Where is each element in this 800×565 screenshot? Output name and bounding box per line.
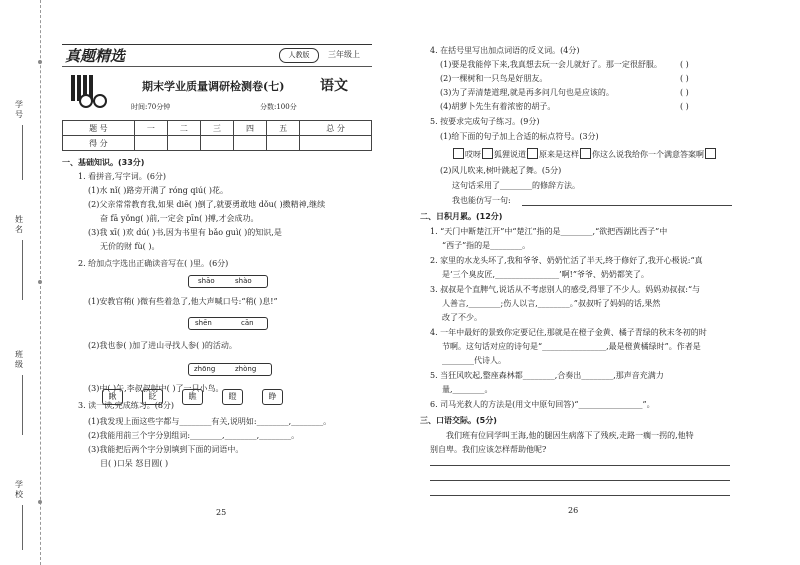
answer-line[interactable]: [430, 495, 730, 496]
recall-4c: ________代诗人。: [442, 356, 506, 365]
question-1-1: (1)水 nǐ( )路旁开满了 róng qiú( )花。: [88, 186, 228, 195]
question-5: 5. 按要求完成句子练习。(9分): [430, 117, 540, 126]
char-box: 瞅: [102, 389, 123, 405]
binding-blank: [22, 505, 23, 550]
punctuation-box[interactable]: [527, 148, 538, 159]
answer-paren[interactable]: ( ): [680, 88, 689, 97]
page-number: 26: [568, 506, 579, 515]
recall-6: 6. 司马光救人的方法是(用文中原句回答)“________________”。: [430, 400, 655, 409]
question-3: 3. 读一读,完成练习。(8分): [78, 401, 175, 410]
score-cell[interactable]: [134, 136, 167, 151]
punctuation-box[interactable]: [580, 148, 591, 159]
punctuation-box[interactable]: [482, 148, 493, 159]
score-cell[interactable]: [300, 136, 372, 151]
question-4: 4. 在括号里写出加点词语的反义词。(4分): [430, 46, 580, 55]
exam-time: 时间:70分钟: [131, 103, 171, 111]
recall-1a: 1. “天门中断楚江开”中“楚江”指的是________,“欲把西湖比西子”中: [430, 227, 668, 236]
question-3-2: (2)我能用前三个字分别组词:________,________,________。: [88, 431, 300, 440]
question-5-2b: 我也能仿写一句:: [452, 196, 511, 205]
binding-label-class: 班级: [15, 350, 23, 369]
pinyin-option: shào: [235, 277, 252, 285]
section-1-title: 一、基础知识。(33分): [62, 158, 145, 167]
pinyin-box: [188, 363, 272, 376]
question-1-2a: (2)父亲常常教育我,如果 diē( )倒了,就要勇敢地 dǒu( )擞精神,继续: [88, 200, 326, 209]
section-2-title: 二、日积月累。(12分): [420, 212, 503, 221]
score-cell[interactable]: [167, 136, 200, 151]
pinyin-option: shēn: [195, 319, 212, 327]
question-3-3: (3)我能把后两个字分别填到下面的词语中。: [88, 445, 244, 454]
answer-line[interactable]: [430, 465, 730, 466]
question-2-2: (2)我也参( )加了进山寻找人参( )的活动。: [88, 341, 237, 350]
table-cell: 题 号: [63, 121, 135, 136]
book-glasses-icon: [70, 74, 108, 108]
score-cell[interactable]: [200, 136, 233, 151]
score-cell[interactable]: [267, 136, 300, 151]
punctuation-box[interactable]: [453, 148, 464, 159]
page-number: 25: [216, 508, 227, 517]
question-5-2a: 这句话采用了________的修辞方法。: [452, 181, 580, 190]
binding-hole: [38, 60, 42, 64]
series-title: 真题精选: [65, 47, 126, 65]
score-table-score-row: [63, 136, 372, 151]
grade-label: 三年级上: [328, 50, 360, 59]
score-cell[interactable]: [234, 136, 267, 151]
pinyin-box: [188, 275, 268, 288]
binding-blank: [22, 375, 23, 435]
subject-title: 语文: [320, 78, 348, 94]
answer-line[interactable]: [522, 205, 732, 206]
question-5-2: (2)风儿吹来,树叶跳起了舞。(5分): [440, 166, 562, 175]
exam-title: 期末学业质量调研检测卷(七): [142, 80, 285, 93]
recall-3b: 人善言,________;伤人以言,________。”叔叔听了妈妈的话,果然: [442, 299, 661, 308]
score-table: [62, 120, 372, 151]
char-box: 眨: [142, 389, 163, 405]
binding-label-school: 学校: [15, 480, 23, 499]
recall-5b: 量,________。: [442, 385, 493, 394]
sentence-part: 狐狸说道: [494, 150, 526, 159]
table-cell: 总 分: [300, 121, 372, 136]
recall-3a: 3. 叔叔是个直脾气,说话从不考虑别人的感受,得罪了不少人。妈妈劝叔叔:“与: [430, 285, 701, 294]
pinyin-option: zhōng: [194, 365, 216, 373]
question-4-4: (4)胡萝卜先生有着浓密的胡子。: [440, 102, 556, 111]
recall-1b: “西子”指的是________。: [442, 241, 531, 250]
question-4-3: (3)为了弄清楚道理,就是再多问几句也是应该的。: [440, 88, 614, 97]
question-3-4: 目( )口呆 怒目圆( ): [100, 459, 169, 468]
oral-prompt-2: 别自卑。我们应该怎样帮助他呢?: [430, 445, 547, 454]
char-box: 瞧: [182, 389, 203, 405]
table-cell: 四: [234, 121, 267, 136]
exam-score: 分数:100分: [260, 103, 297, 111]
section-3-title: 三、口语交际。(5分): [420, 416, 497, 425]
table-cell: 三: [200, 121, 233, 136]
recall-4a: 4. 一年中最好的景致你定要记住,那就是在橙子金黄、橘子青绿的秋末冬初的时: [430, 328, 707, 337]
binding-hole: [38, 500, 42, 504]
recall-3c: 改了不少。: [442, 313, 482, 322]
sentence-part: 原来是这样: [539, 150, 579, 159]
binding-hole: [38, 280, 42, 284]
table-cell: 二: [167, 121, 200, 136]
question-1-3a: (3)我 xī( )欢 dú( )书,因为书里有 bǎo guì( )的知识,是: [88, 228, 282, 237]
question-1-3b: 无价的财 fù( )。: [100, 242, 160, 251]
answer-paren[interactable]: ( ): [680, 60, 689, 69]
header-divider: [62, 66, 372, 67]
answer-paren[interactable]: ( ): [680, 74, 689, 83]
question-3-1: (1)我发现上面这些字都与________有关,说明如:________,________。: [88, 417, 332, 426]
question-1: 1. 看拼音,写字词。(6分): [78, 172, 167, 181]
answer-line[interactable]: [430, 480, 730, 481]
header-rule: [62, 44, 372, 45]
binding-blank: [22, 125, 23, 180]
question-2-1: (1)安教官稍( )微有些着急了,他大声喊口号:“稍( )息!”: [88, 297, 278, 306]
char-box: 睁: [262, 389, 283, 405]
publisher-badge: 人教版: [279, 48, 319, 63]
answer-paren[interactable]: ( ): [680, 102, 689, 111]
oral-prompt-1: 我们班有位同学叫王海,他的腿因生病落下了残疾,走路一瘸一拐的,他特: [446, 431, 694, 440]
pinyin-option: cān: [241, 319, 254, 327]
question-2: 2. 给加点字选出正确读音写在( )里。(6分): [78, 259, 229, 268]
table-cell: 一: [134, 121, 167, 136]
binding-label-student-id: 学号: [15, 100, 23, 119]
pinyin-option: zhòng: [235, 365, 257, 373]
question-5-1: (1)给下面的句子加上合适的标点符号。(3分): [440, 132, 599, 141]
recall-5a: 5. 当狂风吹起,整座森林都________,合奏出________,那声音充满力: [430, 371, 664, 380]
sentence-part: 你这么说我给你一个满意答案啊: [592, 150, 704, 159]
recall-4b: 节啊。这句话对应的诗句是“________________,最是橙黄橘绿时”。作者是: [442, 342, 701, 351]
pinyin-option: shāo: [198, 277, 215, 285]
table-cell: 五: [267, 121, 300, 136]
binding-blank: [22, 240, 23, 300]
char-box: 瞪: [222, 389, 243, 405]
punctuation-sentence: [452, 148, 717, 160]
table-cell: 得 分: [63, 136, 135, 151]
question-2-3: (3)中( )午,李叔叔射中( )了一只小鸟。: [88, 384, 224, 393]
recall-2a: 2. 家里的水龙头坏了,我和爷爷、奶奶忙活了半天,终于修好了,我开心极说:“真: [430, 256, 703, 265]
score-table-header-row: [63, 121, 372, 136]
binding-label-name: 姓名: [15, 215, 23, 234]
sentence-part: 哎呀: [465, 150, 481, 159]
pinyin-box: [188, 317, 268, 330]
question-1-2b: 奋 fā yǒng( )前,一定会 pīn( )搏,才会成功。: [100, 214, 259, 223]
question-4-1: (1)要是我能停下来,我真想去玩一会儿就好了。那一定很舒服。: [440, 60, 662, 69]
question-4-2: (2)一棵树和一只鸟是好朋友。: [440, 74, 548, 83]
punctuation-box[interactable]: [705, 148, 716, 159]
recall-2b: 是‘三个臭皮匠,________________’啊!”爷爷、奶奶都笑了。: [442, 270, 649, 279]
